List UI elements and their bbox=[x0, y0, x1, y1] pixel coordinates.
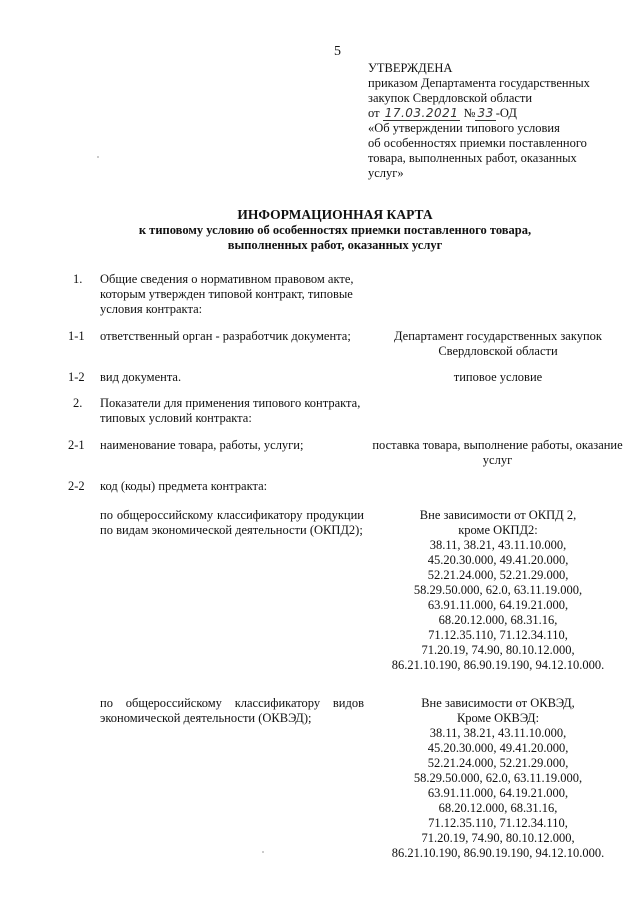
okpd-code-line: 71.20.19, 74.90, 80.10.12.000, bbox=[421, 643, 575, 657]
approval-block bbox=[368, 61, 630, 181]
handwritten-date: 17.03.2021 bbox=[384, 106, 459, 120]
scan-speck bbox=[262, 851, 264, 853]
title-sub: выполненных работ, оказанных услуг bbox=[227, 238, 443, 252]
section-number: 2-1 bbox=[68, 438, 85, 452]
handwritten-number: 33 bbox=[477, 106, 494, 120]
section-number: 2-2 bbox=[68, 479, 85, 493]
approval-line: об особенностях приемки поставленного bbox=[368, 136, 587, 150]
section-value: поставка товара, выполнение работы, оказание услуг bbox=[372, 438, 623, 467]
number-label: № bbox=[463, 106, 476, 120]
approval-line: услуг» bbox=[368, 166, 404, 180]
okved-code-line: 52.21.24.000, 52.21.29.000, bbox=[427, 756, 569, 770]
okpd-label: по общероссийскому классификатору продукции по видам экономической деятельности (ОКПД2); bbox=[100, 508, 364, 537]
okpd-code-line: 86.21.10.190, 86.90.19.190, 94.12.10.000. bbox=[391, 658, 605, 672]
number-suffix: -ОД bbox=[495, 106, 517, 120]
okved-code-line: 58.29.50.000, 62.0, 63.11.19.000, bbox=[413, 771, 583, 785]
okved-code-line: 71.12.35.110, 71.12.34.110, bbox=[428, 816, 568, 830]
okpd-code-line: кроме ОКПД2: bbox=[458, 523, 538, 537]
okpd-code-line: 68.20.12.000, 68.31.16, bbox=[438, 613, 558, 627]
approval-heading: УТВЕРЖДЕНА bbox=[368, 61, 453, 75]
okved-label: по общероссийскому классификатору видов экономической деятельности (ОКВЭД); bbox=[100, 696, 364, 725]
okved-code-line: 45.20.30.000, 49.41.20.000, bbox=[427, 741, 569, 755]
section-number: 1-2 bbox=[68, 370, 85, 384]
approval-date-line bbox=[368, 106, 630, 121]
page-number: 5 bbox=[334, 44, 341, 59]
section-label: вид документа. bbox=[100, 370, 182, 384]
section-text: Общие сведения о нормативном правовом акте, которым утвержден типовой контракт, типовые условия контракта: bbox=[100, 272, 354, 316]
okpd-codes bbox=[372, 508, 624, 673]
approval-line: приказом Департамента государственных bbox=[368, 76, 590, 90]
title-main: ИНФОРМАЦИОННАЯ КАРТА bbox=[237, 207, 433, 222]
section-label: ответственный орган - разработчик документа; bbox=[100, 329, 351, 343]
okved-codes bbox=[372, 696, 624, 861]
okpd-code-line: 45.20.30.000, 49.41.20.000, bbox=[427, 553, 569, 567]
okved-code-line: 86.21.10.190, 86.90.19.190, 94.12.10.000. bbox=[391, 846, 605, 860]
section-value: Департамент государственных закупок Свердловской области bbox=[393, 329, 602, 358]
okpd-code-line: 63.91.11.000, 64.19.21.000, bbox=[427, 598, 569, 612]
scan-speck bbox=[97, 156, 99, 158]
okved-code-line: Вне зависимости от ОКВЭД, bbox=[421, 696, 575, 710]
okved-code-line: 63.91.11.000, 64.19.21.000, bbox=[427, 786, 569, 800]
okved-code-line: 71.20.19, 74.90, 80.10.12.000, bbox=[421, 831, 575, 845]
okpd-code-line: 38.11, 38.21, 43.11.10.000, bbox=[429, 538, 567, 552]
approval-line: закупок Свердловской области bbox=[368, 91, 533, 105]
document-title bbox=[100, 207, 570, 253]
okved-code-line: 68.20.12.000, 68.31.16, bbox=[438, 801, 558, 815]
approval-line: «Об утверждении типового условия bbox=[368, 121, 560, 135]
section-number: 1-1 bbox=[68, 329, 85, 343]
section-text: Показатели для применения типового контракта, типовых условий контракта: bbox=[100, 396, 361, 425]
section-label: код (коды) предмета контракта: bbox=[100, 479, 268, 493]
title-sub: к типовому условию об особенностях приемки поставленного товара, bbox=[138, 223, 532, 237]
okpd-code-line: 71.12.35.110, 71.12.34.110, bbox=[428, 628, 568, 642]
section-label: наименование товара, работы, услуги; bbox=[100, 438, 304, 452]
section-number: 2. bbox=[73, 396, 83, 410]
okpd-code-line: 52.21.24.000, 52.21.29.000, bbox=[427, 568, 569, 582]
okpd-code-line: 58.29.50.000, 62.0, 63.11.19.000, bbox=[413, 583, 583, 597]
section-number: 1. bbox=[73, 272, 83, 286]
from-label: от bbox=[368, 106, 380, 120]
okved-code-line: 38.11, 38.21, 43.11.10.000, bbox=[429, 726, 567, 740]
approval-line: товара, выполненных работ, оказанных bbox=[368, 151, 577, 165]
okpd-code-line: Вне зависимости от ОКПД 2, bbox=[419, 508, 577, 522]
okved-code-line: Кроме ОКВЭД: bbox=[456, 711, 540, 725]
section-value: типовое условие bbox=[453, 370, 543, 384]
